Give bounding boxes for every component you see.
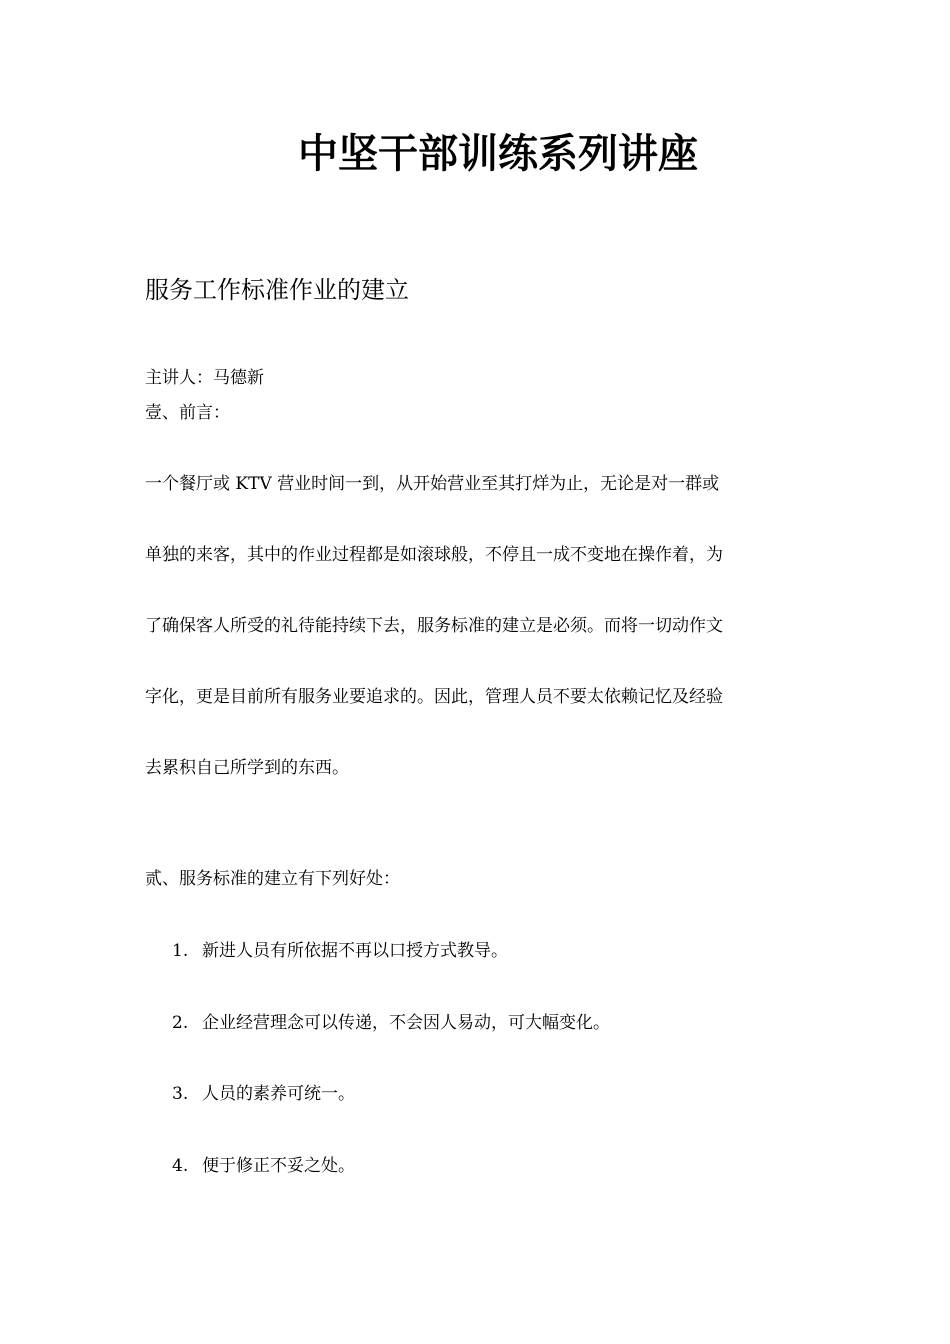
paragraph-line: 去累积自己所学到的东西。 — [145, 758, 349, 778]
list-item-number: 3. — [172, 1084, 189, 1104]
page-title: 中坚干部训练系列讲座 — [298, 131, 698, 177]
list-item-text: 新进人员有所依据不再以口授方式教导。 — [202, 941, 508, 961]
paragraph-line: 字化，更是目前所有服务业要追求的。因此，管理人员不要太依赖记忆及经验 — [145, 687, 723, 707]
paragraph-line: 单独的来客，其中的作业过程都是如滚球般，不停且一成不变地在操作着，为 — [145, 545, 723, 565]
section-heading-benefits: 贰、服务标准的建立有下列好处： — [145, 869, 400, 889]
benefits-list — [172, 939, 610, 1225]
list-item — [172, 1011, 610, 1083]
list-item-text: 企业经营理念可以传递，不会因人易动，可大幅变化。 — [202, 1012, 610, 1033]
list-item — [172, 1154, 610, 1226]
list-item-text: 人员的素养可统一。 — [202, 1084, 355, 1104]
list-item-number: 1. — [172, 941, 189, 961]
section-heading-preface: 壹、前言： — [145, 403, 230, 423]
list-item — [172, 1082, 610, 1154]
document-subtitle: 服务工作标准作业的建立 — [145, 276, 409, 304]
paragraph-line: 了确保客人所受的礼待能持续下去，服务标准的建立是必须。而将一切动作文 — [145, 616, 723, 636]
preface-paragraph — [145, 472, 805, 827]
speaker-line: 主讲人：马德新 — [145, 368, 264, 388]
list-item-text: 便于修正不妥之处。 — [202, 1155, 355, 1176]
list-item-number: 4. — [172, 1155, 189, 1176]
list-item — [172, 939, 610, 1011]
paragraph-line: 一个餐厅或 KTV 营业时间一到，从开始营业至其打烊为止，无论是对一群或 — [145, 474, 720, 494]
list-item-number: 2. — [172, 1012, 189, 1033]
